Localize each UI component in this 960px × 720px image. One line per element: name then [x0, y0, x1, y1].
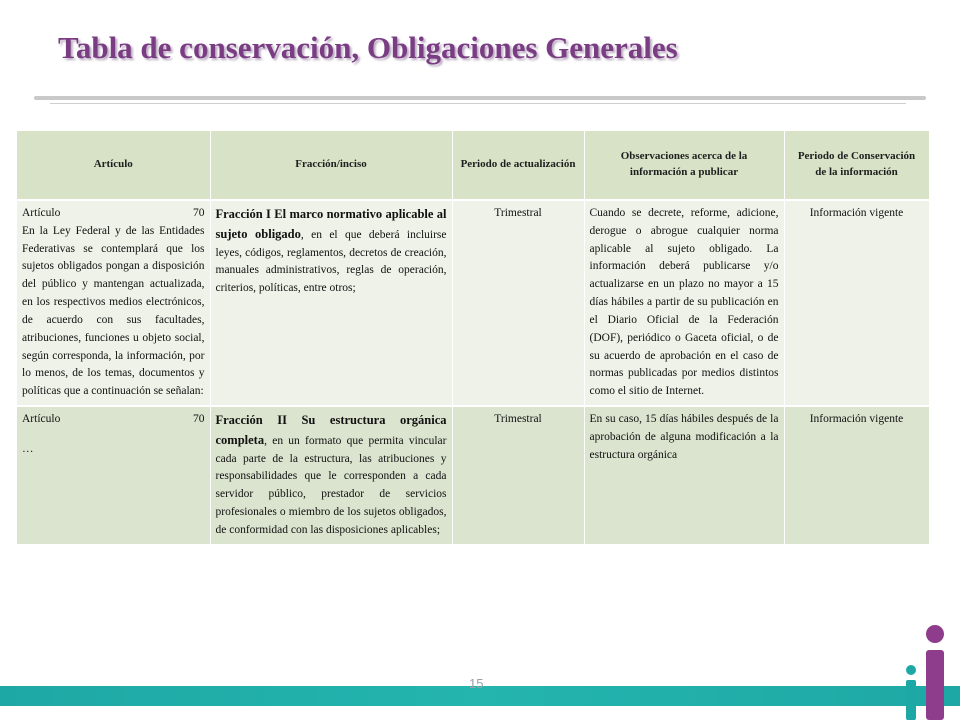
title-underline [34, 96, 926, 100]
article-label: Artículo [22, 412, 61, 425]
institutional-i-logo-icon [900, 620, 960, 720]
table-row [17, 200, 929, 406]
article-heading [22, 205, 205, 223]
fraction-cell [210, 200, 452, 406]
article-cell [17, 200, 210, 406]
conservation-table [17, 131, 929, 546]
table-row [17, 406, 929, 545]
slide-title: Tabla de conservación, Obligaciones Generales [58, 30, 678, 65]
retention-cell: Información vigente [784, 200, 929, 406]
header-observations: Observaciones acerca de la información a publicar [584, 131, 784, 200]
header-retention-period: Periodo de Conservación de la información [784, 131, 929, 200]
fraction-text: , en el que deberá incluirse leyes, códigos, reglamentos, decretos de creación, manuales administrativos, reglas de operación, criterios, políticas, entre otros; [215, 228, 447, 295]
article-number: 70 [193, 207, 205, 219]
fraction-cell [210, 406, 452, 545]
article-text: En la Ley Federal y de las Entidades Federativas se contemplará que los sujetos obligados pongan a disposición del público y mantengan actualizada, en los respectivos medios electrónicos, de acuerdo con sus facultades, atribuciones, funciones u objeto social, según corresponda, la información, por lo menos, de los temas, documentos y políticas que a continuación se señalan: [22, 224, 205, 398]
update-period-cell: Trimestral [452, 406, 584, 545]
table-container [17, 131, 929, 685]
fraction-title: Fracción II Su estructura orgánica completa [215, 412, 447, 447]
retention-cell: Información vigente [784, 406, 929, 545]
observations-cell: En su caso, 15 días hábiles después de la aprobación de alguna modificación a la estructura orgánica [584, 406, 784, 545]
article-number: 70 [193, 412, 205, 425]
fraction-title: Fracción I El marco normativo aplicable al sujeto obligado [215, 207, 447, 241]
fraction-text: , en un formato que permita vincular cada parte de la estructura, las atribuciones y responsabilidades que le corresponden a cada servidor público, prestador de servicios profesionales o miembro de los sujetos obligados, de conformidad con las disposiciones aplicables; [215, 434, 447, 536]
header-fraction: Fracción/inciso [210, 131, 452, 200]
header-article: Artículo [17, 131, 210, 200]
header-update-period: Periodo de actualización [452, 131, 584, 200]
page-number: 15 [469, 676, 484, 691]
article-label: Artículo [22, 207, 61, 219]
update-period-cell: Trimestral [452, 200, 584, 406]
observations-cell: Cuando se decrete, reforme, adicione, derogue o abrogue cualquier norma aplicable al sujeto obligado. La información deberá publicarse y/o actualizarse en un plazo no mayor a 15 días hábiles a partir de su publicación en el Diario Oficial de la Federación (DOF), periódico o Gaceta oficial, o de su acuerdo de aprobación en el caso de normas publicadas por medios distintos como el sitio de Internet. [584, 200, 784, 406]
article-cell [17, 406, 210, 545]
article-heading [22, 411, 205, 429]
table-header-row [17, 131, 929, 200]
title-underline-thin [50, 103, 906, 104]
article-text: … [22, 442, 34, 455]
